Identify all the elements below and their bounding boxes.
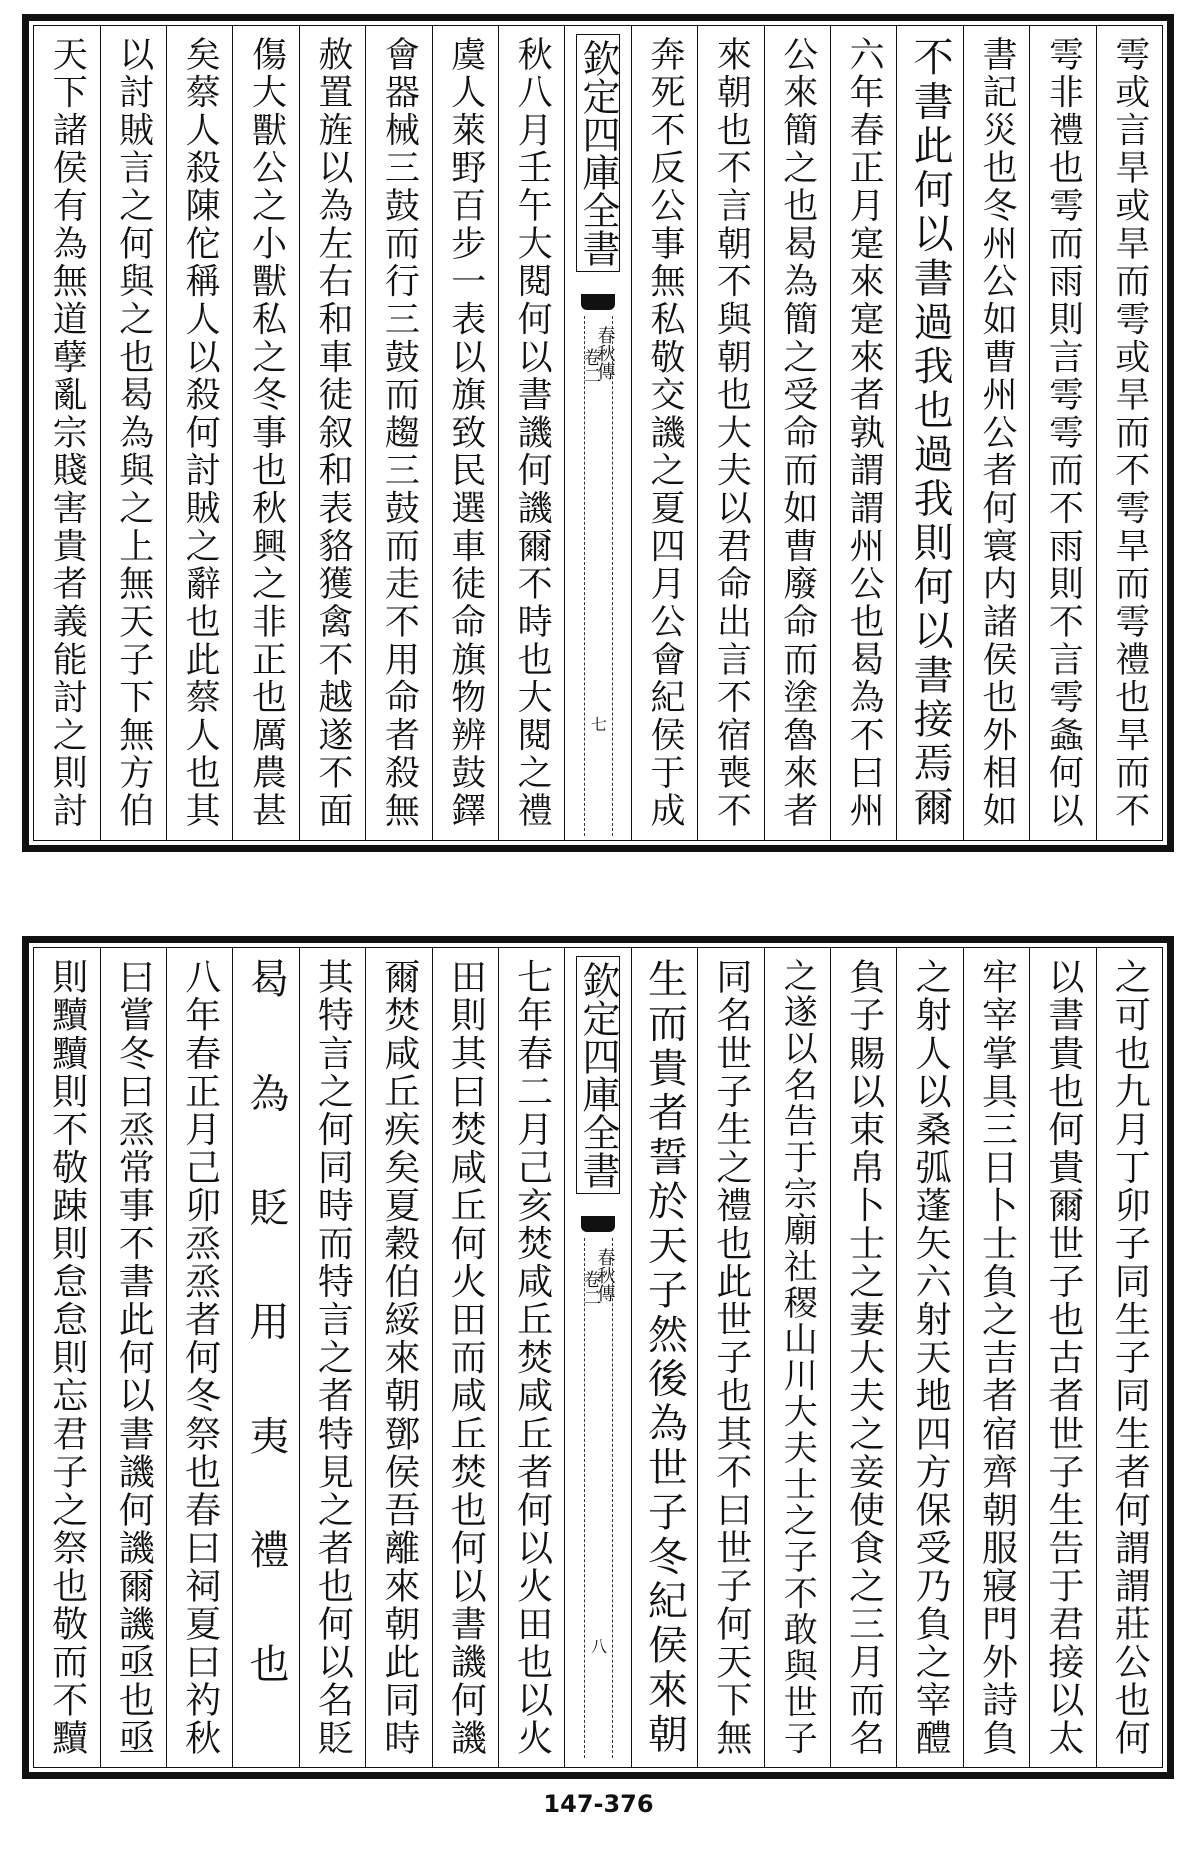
column-text: 公來簡之也曷為簡之受命而如曹廢命而塗魯來者 <box>777 36 818 830</box>
column-text: 雩或言旱或旱而雩或旱而不雩旱而雩禮也旱而不 <box>1109 36 1150 830</box>
column-text: 赦置旌以為左右和車徒叙和表貉獲禽不越遂不面 <box>312 36 353 830</box>
text-column <box>232 26 298 840</box>
column-text: 之射人以桑弧蓬矢六射天地四方保受乃負之宰醴 <box>910 958 952 1757</box>
column-text: 奔死不反公事無私敬交譏之夏四月公會紀侯于成 <box>644 36 685 830</box>
center-banner <box>564 26 630 840</box>
text-column <box>830 948 896 1767</box>
banner-volume: 卷二 <box>580 348 602 384</box>
column-text: 天下諸侯有為無道孽亂宗賤害貴者義能討之則討 <box>47 36 88 830</box>
lower-page <box>22 936 1174 1779</box>
text-column <box>432 948 498 1767</box>
column-text: 田則其曰焚咸丘何火田而咸丘焚也何以書譏何譏 <box>445 958 487 1757</box>
fish-tail-ornament <box>581 294 615 310</box>
text-column <box>166 26 232 840</box>
text-column <box>299 26 365 840</box>
column-text: 書記災也冬州公如曹州公者何寰内諸侯也外相如 <box>976 36 1017 830</box>
text-column <box>232 948 298 1767</box>
banner-book-name: 春秋傳 <box>594 326 616 380</box>
column-text: 生而貴者誓於天子然後為世子冬紀侯來朝 <box>641 958 688 1757</box>
text-column <box>34 26 99 840</box>
column-text: 虞人萊野百步一表以旗致民選車徒命旗物辨鼓鐸 <box>445 36 486 830</box>
column-text: 其特言之何同時而特言之者特見之者也何以名貶 <box>312 958 354 1757</box>
text-column <box>1029 26 1095 840</box>
banner-rule-right <box>612 316 613 836</box>
text-column <box>1096 948 1162 1767</box>
column-text: 之遂以名告于宗廟社稷山川大夫士之子不敢與世子 <box>777 958 818 1757</box>
text-column <box>34 948 99 1767</box>
upper-page <box>22 14 1174 852</box>
text-column <box>432 26 498 840</box>
column-text: 曷為貶用夷禮也 <box>243 958 290 1757</box>
column-text: 負子賜以束帛卜士之妻大夫之妾使食之三月而名 <box>843 958 885 1757</box>
text-column <box>631 948 697 1767</box>
upper-page-columns <box>34 26 1162 840</box>
lower-page-columns <box>34 948 1162 1767</box>
banner-rule-left <box>584 316 585 836</box>
column-text: 秋八月壬午大閱何以書譏何譏爾不時也大閱之禮 <box>512 36 553 830</box>
text-column <box>963 948 1029 1767</box>
text-column <box>764 26 830 840</box>
text-column <box>764 948 830 1767</box>
text-column <box>100 26 166 840</box>
column-text: 之可也九月丁卯子同生子同生者何謂謂莊公也何 <box>1109 958 1151 1757</box>
column-text: 傷大獸公之小獸私之冬事也秋興之非正也厲農甚 <box>246 36 287 830</box>
column-text: 曰嘗冬曰烝常事不書此何以書譏何譏爾譏亟也亟 <box>113 958 155 1757</box>
text-column <box>365 948 431 1767</box>
column-text: 八年春正月己卯烝烝者何冬祭也春曰祠夏曰礿秋 <box>179 958 221 1757</box>
upper-page-frame <box>33 25 1163 841</box>
column-text: 以討賊言之何與之也曷為與之上無天子下無方伯 <box>113 36 154 830</box>
text-column <box>166 948 232 1767</box>
column-text: 七年春二月己亥焚咸丘焚咸丘者何以火田也以火 <box>511 958 553 1757</box>
text-column <box>299 948 365 1767</box>
text-column <box>896 26 962 840</box>
column-text: 矣蔡人殺陳佗稱人以殺何討賊之辭也此蔡人也其 <box>180 36 221 830</box>
text-column <box>631 26 697 840</box>
banner-rule-right <box>612 1238 613 1758</box>
text-column <box>498 948 564 1767</box>
text-column <box>100 948 166 1767</box>
banner-book-name: 春秋傳 <box>594 1248 616 1302</box>
column-text: 以書貴也何貴爾世子也古者世子生告于君接以太 <box>1042 958 1084 1757</box>
column-text: 不書此何以書過我也過我則何以書接焉爾 <box>907 36 954 830</box>
text-column <box>498 26 564 840</box>
text-column <box>697 948 763 1767</box>
column-text: 六年春正月寔來寔來者孰謂謂州公也曷為不曰州 <box>844 36 885 830</box>
text-column <box>1029 948 1095 1767</box>
banner-rule-left <box>584 1238 585 1758</box>
banner-page-number: 七 <box>588 716 608 732</box>
text-column <box>896 948 962 1767</box>
fish-tail-ornament <box>581 1216 615 1232</box>
text-column <box>1096 26 1162 840</box>
text-column <box>830 26 896 840</box>
center-banner <box>564 948 630 1767</box>
column-text: 雩非禮也雩而雨則言雩雩而不雨則不言雩螽何以 <box>1043 36 1084 830</box>
column-text: 會器械三鼓而行三鼓而趨三鼓而走不用命者殺無 <box>379 36 420 830</box>
banner-volume: 卷二 <box>580 1270 602 1306</box>
column-text: 爾焚咸丘疾矣夏穀伯綏來朝鄧侯吾離來朝此同時 <box>378 958 420 1757</box>
text-column <box>963 26 1029 840</box>
text-column <box>365 26 431 840</box>
text-column <box>697 26 763 840</box>
banner-page-number: 八 <box>588 1638 608 1654</box>
column-text: 同名世子生之禮也此世子也其不曰世子何天下無 <box>710 958 752 1757</box>
banner-title: 欽定四庫全書 <box>576 956 620 1194</box>
lower-page-frame <box>33 947 1163 1768</box>
banner-title: 欽定四庫全書 <box>576 34 620 272</box>
column-text: 則黷黷則不敬踈則怠怠則忘君子之祭也敬而不黷 <box>46 958 88 1757</box>
column-text: 來朝也不言朝不與朝也大夫以君命出言不宿喪不 <box>711 36 752 830</box>
page-footer-number: 147-376 <box>543 1790 654 1818</box>
column-text: 牢宰掌具三日卜士負之吉者宿齊朝服寢門外詩負 <box>976 958 1018 1757</box>
